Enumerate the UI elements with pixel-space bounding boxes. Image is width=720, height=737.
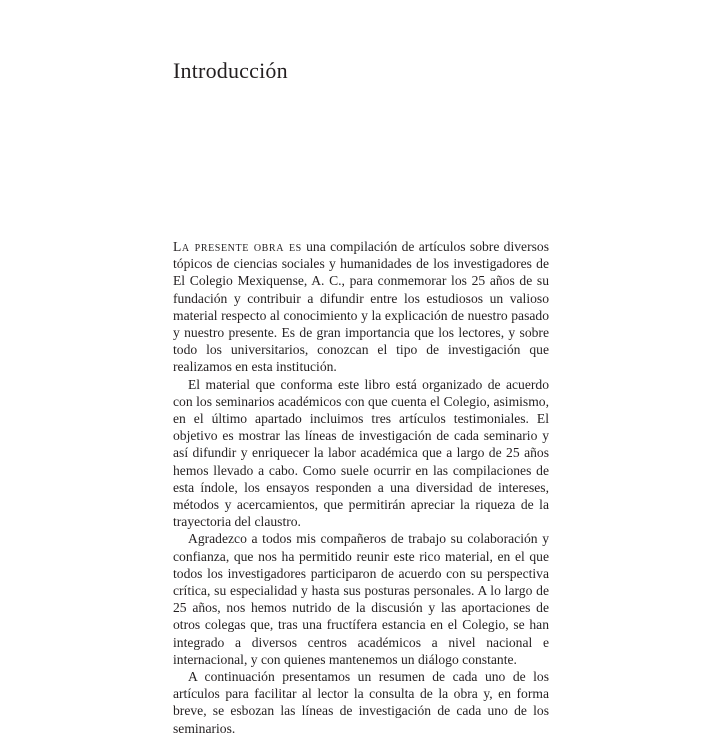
paragraph-2: El material que conforma este libro está organizado de acuerdo con los seminarios académicos con que cuenta el Colegio, asimismo, en el último apartado incluimos tres artículos testimoniales. El objetivo es mostrar las líneas de investigación de cada seminario y así difundir y enriquecer la labor académica que a largo de 25 años hemos llevado a cabo. Como suele ocurrir en las compilaciones de esta índole, los ensayos responden a una diversidad de intereses, métodos y acercamientos, que permitirán apreciar la riqueza de la trayectoria del claustro. — [173, 376, 549, 530]
lead-in-smallcaps: La presente obra es — [173, 239, 302, 254]
paragraph-1-text: una compilación de artículos sobre diversos tópicos de ciencias sociales y humanidades de los investigadores de El Colegio Mexiquense, A. C., para conmemorar los 25 años de su fundación y contribuir a difundir entre los estudiosos un valioso material respecto al conocimiento y la explicación de nuestro pasado y nuestro presente. Es de gran importancia que los lectores, y sobre todo los universitarios, conozcan el tipo de investigación que realizamos en esta institución. — [173, 239, 549, 375]
chapter-title: Introducción — [173, 58, 288, 83]
paragraph-4: A continuación presentamos un resumen de cada uno de los artículos para facilitar al lector la consulta de la obra y, en forma breve, se esbozan las líneas de investigación de cada uno de los seminarios. — [173, 669, 549, 736]
body-text — [173, 238, 549, 737]
paragraph-3: Agradezco a todos mis compañeros de trabajo su colaboración y confianza, que nos ha permitido reunir este rico material, en el que todos los investigadores participaron de acuerdo con su perspectiva crítica, su especialidad y hasta sus posturas personales. A lo largo de 25 años, nos hemos nutrido de la discusión y las aportaciones de otros colegas que, tras una fructífera estancia en el Colegio, se han integrado a diversos centros académicos a nivel nacional e internacional, y con quienes mantenemos un diálogo constante. — [173, 531, 549, 667]
paragraph-1 — [173, 238, 549, 376]
